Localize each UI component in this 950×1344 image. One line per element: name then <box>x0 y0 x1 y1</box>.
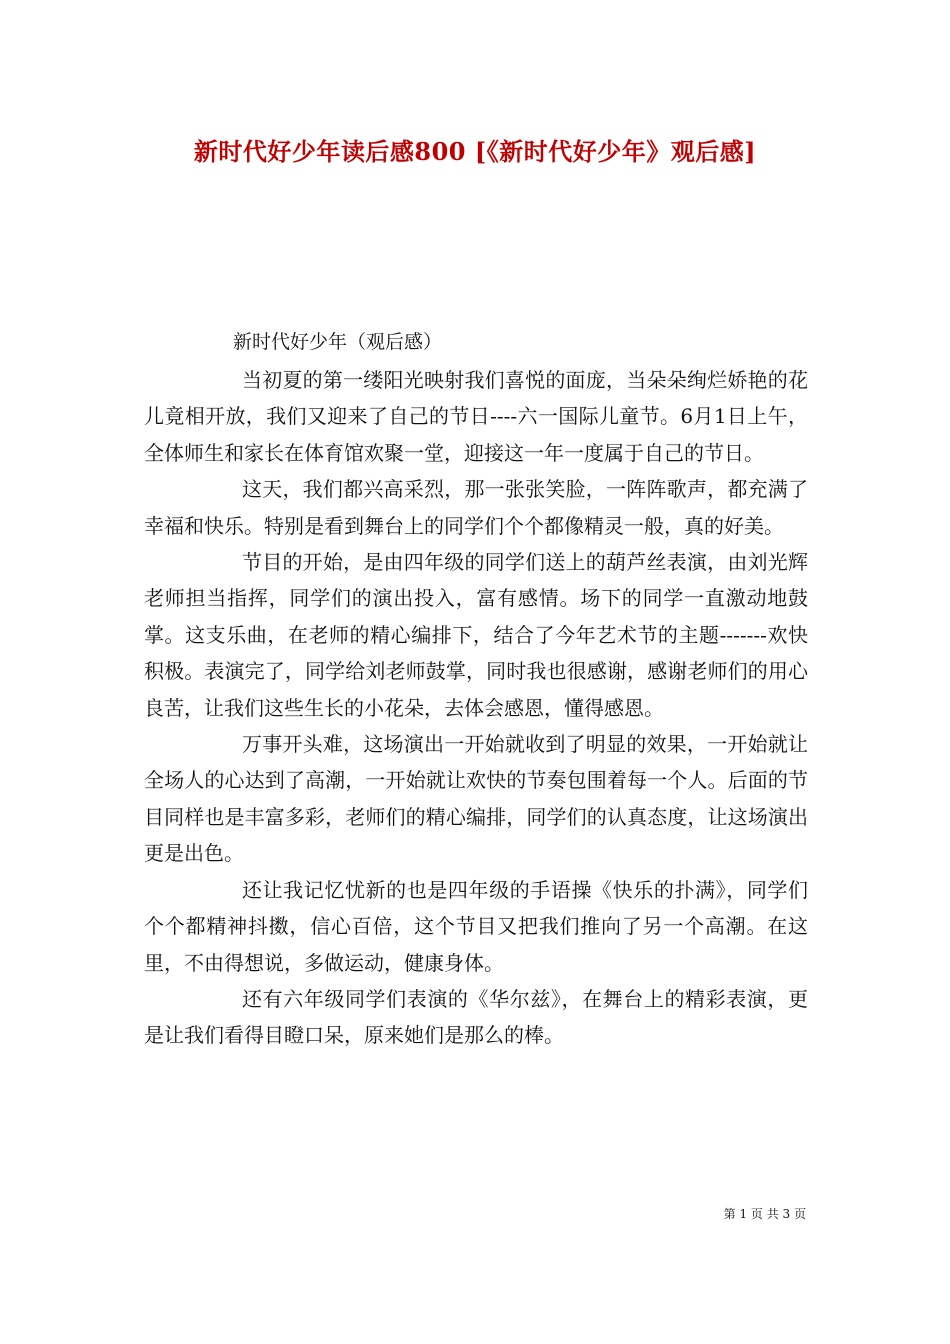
paragraph: 这天，我们都兴高采烈，那一张张笑脸，一阵阵歌声，都充满了幸福和快乐。特别是看到舞台上的同学们个个都像精灵一般，真的好美。 <box>144 477 808 538</box>
page-title: 新时代好少年读后感800 [《新时代好少年》观后感] <box>193 137 757 166</box>
paragraph: 还有六年级同学们表演的《华尔兹》，在舞台上的精彩表演，更是让我们看得目瞪口呆，原来她们是那么的棒。 <box>144 986 808 1048</box>
paragraph: 节目的开始，是由四年级的同学们送上的葫芦丝表演，由刘光辉老师担当指挥，同学们的演出投入，富有感情。场下的同学一直激动地鼓掌。这支乐曲，在老师的精心编排下，结合了今年艺术节的主题-------欢快积极。表演完了，同学给刘老师鼓掌，同时我也很感谢，感谢老师们的用心良苦，让我们这些生长的小花朵，去体会感恩，懂得感恩。 <box>144 550 808 720</box>
paragraph: 当初夏的第一缕阳光映射我们喜悦的面庞，当朵朵绚烂娇艳的花儿竟相开放，我们又迎来了自己的节日----六一国际儿童节。6月1日上午，全体师生和家长在体育馆欢聚一堂，迎接这一年一度属于自己的节日。 <box>144 368 808 465</box>
subtitle: 新时代好少年（观后感） <box>233 331 443 353</box>
document-body <box>144 362 808 1054</box>
paragraph: 万事开头难，这场演出一开始就收到了明显的效果，一开始就让全场人的心达到了高潮，一开始就让欢快的节奏包围着每一个人。后面的节目同样也是丰富多彩，老师们的精心编排，同学们的认真态度，让这场演出更是出色。 <box>144 732 808 866</box>
paragraph: 还让我记忆忧新的也是四年级的手语操《快乐的扑满》，同学们个个都精神抖擞，信心百倍，这个节目又把我们推向了另一个高潮。在这里，不由得想说，多做运动，健康身体。 <box>144 877 808 975</box>
page-number-footer: 第 1 页 共 3 页 <box>723 1207 806 1221</box>
